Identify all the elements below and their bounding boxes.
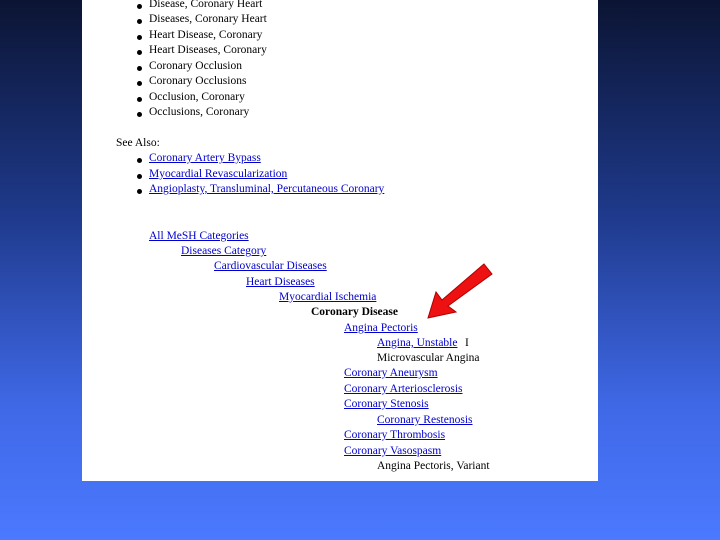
tree-child-link[interactable]: Coronary Stenosis: [344, 398, 429, 410]
synonym-item: Diseases, Coronary Heart: [149, 13, 267, 25]
tree-link-all-categories[interactable]: All MeSH Categories: [149, 230, 249, 242]
tree-child-link[interactable]: Coronary Restenosis: [377, 414, 473, 426]
synonym-item: Occlusion, Coronary: [149, 91, 245, 103]
synonym-item: Disease, Coronary Heart: [149, 0, 263, 10]
bullet-icon: [137, 174, 142, 179]
tree-child-marker: I: [465, 337, 469, 349]
bullet-icon: [137, 50, 142, 55]
synonym-item: Coronary Occlusions: [149, 75, 247, 87]
bullet-icon: [137, 4, 142, 9]
tree-link-cardiovascular-diseases[interactable]: Cardiovascular Diseases: [214, 260, 327, 272]
bullet-icon: [137, 35, 142, 40]
tree-child-text: Angina Pectoris, Variant: [377, 460, 490, 472]
mesh-page-sheet: [82, 0, 598, 481]
tree-link-myocardial-ischemia[interactable]: Myocardial Ischemia: [279, 291, 377, 303]
bullet-icon: [137, 66, 142, 71]
tree-child-link[interactable]: Coronary Aneurysm: [344, 367, 438, 379]
tree-child-link[interactable]: Coronary Thrombosis: [344, 429, 446, 441]
tree-child-link[interactable]: Coronary Vasospasm: [344, 445, 442, 457]
bullet-icon: [137, 97, 142, 102]
red-arrow-icon: [424, 262, 494, 322]
bullet-icon: [137, 158, 142, 163]
see-also-heading: See Also:: [116, 137, 160, 149]
tree-child-link[interactable]: Coronary Arteriosclerosis: [344, 383, 463, 395]
see-also-link[interactable]: Myocardial Revascularization: [149, 168, 288, 180]
tree-child-link[interactable]: Angina, Unstable: [377, 337, 458, 349]
bullet-icon: [137, 81, 142, 86]
bullet-icon: [137, 112, 142, 117]
tree-link-diseases-category[interactable]: Diseases Category: [181, 245, 267, 257]
synonym-item: Occlusions, Coronary: [149, 106, 250, 118]
tree-child-text: Microvascular Angina: [377, 352, 480, 364]
synonym-item: Heart Disease, Coronary: [149, 29, 263, 41]
see-also-link[interactable]: Coronary Artery Bypass: [149, 152, 261, 164]
see-also-link[interactable]: Angioplasty, Transluminal, Percutaneous Coronary: [149, 183, 385, 195]
tree-child-link[interactable]: Angina Pectoris: [344, 322, 418, 334]
bullet-icon: [137, 19, 142, 24]
bullet-icon: [137, 189, 142, 194]
tree-link-heart-diseases[interactable]: Heart Diseases: [246, 276, 315, 288]
tree-current-term: Coronary Disease: [311, 306, 398, 318]
synonym-item: Coronary Occlusion: [149, 60, 242, 72]
synonym-item: Heart Diseases, Coronary: [149, 44, 267, 56]
